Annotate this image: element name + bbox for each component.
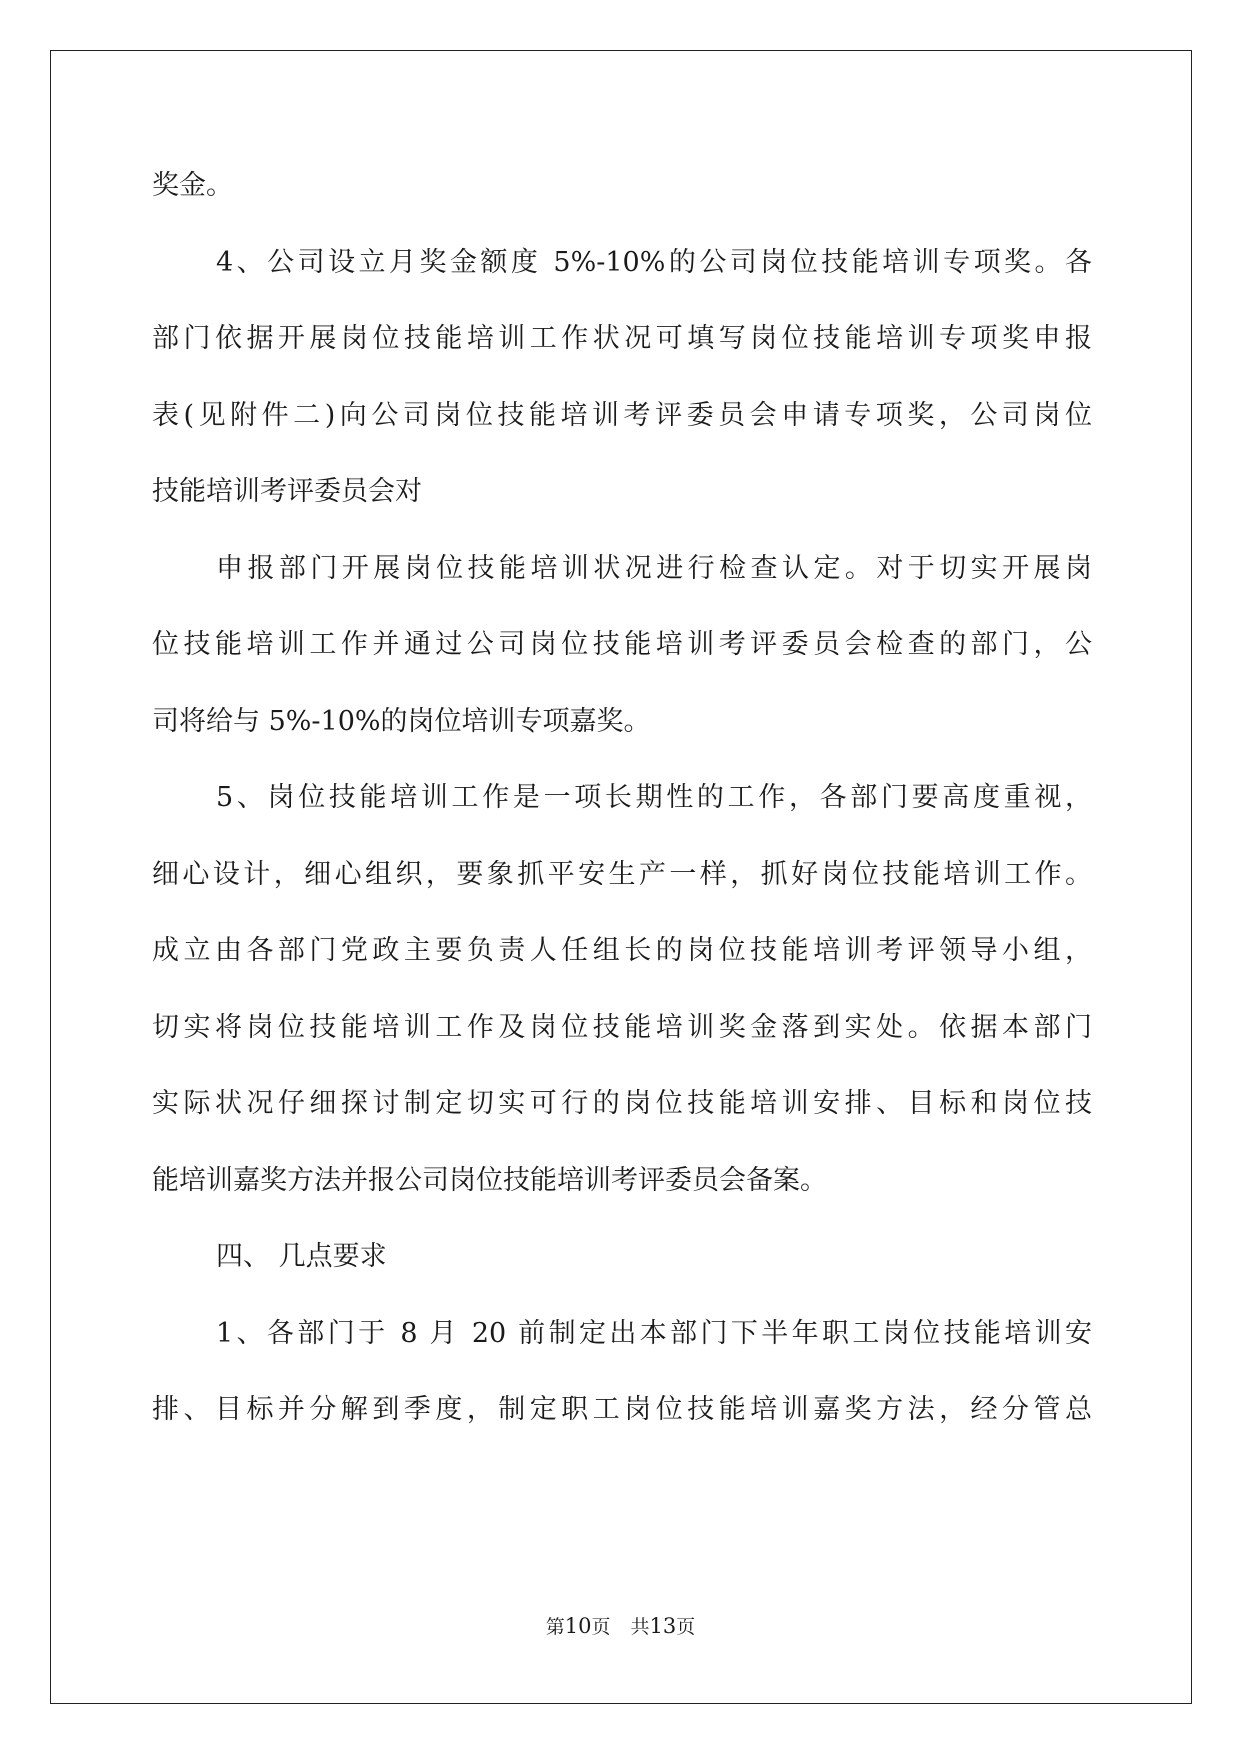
footer-total-pages: 13	[649, 1614, 677, 1638]
text-line: 能培训嘉奖方法并报公司岗位技能培训考评委员会备案。	[152, 1164, 827, 1196]
text-line: 排、目标并分解到季度，制定职工岗位技能培训嘉奖方法，经分管总	[152, 1394, 1092, 1425]
footer-total-suffix: 页	[676, 1616, 696, 1638]
paragraph-first-line: 1、各部门于 8 月 20 前制定出本部门下半年职工岗位技能培训安	[216, 1317, 1092, 1349]
text-line: 部门依据开展岗位技能培训工作状况可填写岗位技能培训专项奖申报	[152, 323, 1092, 354]
text-line: 位技能培训工作并通过公司岗位技能培训考评委员会检查的部门，公	[152, 629, 1092, 660]
text-line: 切实将岗位技能培训工作及岗位技能培训奖金落到实处。依据本部门	[152, 1011, 1092, 1043]
text-line: 奖金。	[152, 170, 233, 201]
document-body	[152, 148, 1092, 1449]
page-footer	[0, 1612, 1241, 1639]
paragraph-first-line: 5、岗位技能培训工作是一项长期性的工作，各部门要高度重视，	[216, 782, 1092, 813]
text-line: 细心设计，细心组织，要象抓平安生产一样，抓好岗位技能培训工作。	[152, 858, 1092, 890]
text-line: 司将给与 5%-10%的岗位培训专项嘉奖。	[152, 705, 651, 737]
text-line: 技能培训考评委员会对	[152, 476, 422, 507]
footer-prefix: 第	[545, 1616, 565, 1638]
paragraph-first-line: 4、公司设立月奖金额度 5%-10%的公司岗位技能培训专项奖。各	[216, 246, 1092, 278]
footer-page-number: 10	[564, 1614, 592, 1638]
text-line: 实际状况仔细探讨制定切实可行的岗位技能培训安排、目标和岗位技	[152, 1088, 1092, 1119]
text-line: 表(见附件二)向公司岗位技能培训考评委员会申请专项奖，公司岗位	[152, 399, 1092, 431]
text-line: 成立由各部门党政主要负责人任组长的岗位技能培训考评领导小组，	[152, 935, 1092, 966]
section-heading: 四、 几点要求	[216, 1241, 387, 1272]
footer-page-suffix: 页	[591, 1616, 611, 1638]
paragraph-first-line: 申报部门开展岗位技能培训状况进行检查认定。对于切实开展岗	[216, 552, 1092, 584]
footer-total-prefix: 共	[630, 1616, 650, 1638]
